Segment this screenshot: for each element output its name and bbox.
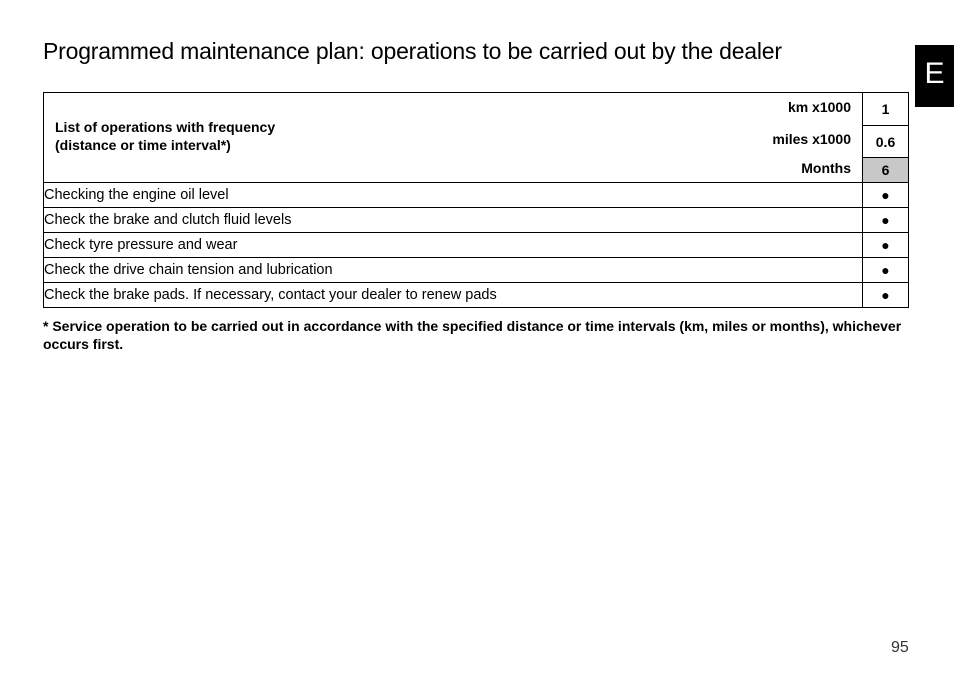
operation-mark: ● — [863, 208, 909, 233]
frequency-label — [55, 118, 275, 154]
frequency-label-line2: (distance or time interval*) — [55, 137, 231, 153]
table-header-row-km — [44, 93, 909, 126]
operation-cell: Check the drive chain tension and lubrication — [44, 258, 863, 283]
table-row — [44, 183, 909, 208]
table-row — [44, 233, 909, 258]
table-row — [44, 208, 909, 233]
language-tab: E — [915, 45, 954, 107]
maintenance-plan-table — [43, 92, 909, 308]
interval-value-miles: 0.6 — [863, 125, 909, 158]
operation-mark: ● — [863, 183, 909, 208]
page-title: Programmed maintenance plan: operations to be carried out by the dealer — [43, 38, 782, 64]
footnote: * Service operation to be carried out in accordance with the specified distance or time intervals (km, miles or months), whichever occurs first. — [43, 318, 902, 352]
operation-cell: Check tyre pressure and wear — [44, 233, 863, 258]
operation-mark: ● — [863, 233, 909, 258]
operation-cell: Checking the engine oil level — [44, 183, 863, 208]
table-row — [44, 258, 909, 283]
operation-mark: ● — [863, 283, 909, 308]
operation-mark: ● — [863, 258, 909, 283]
table-row — [44, 283, 909, 308]
frequency-label-line1: List of operations with frequency — [55, 119, 276, 135]
unit-label-km: km x1000 — [787, 99, 851, 115]
table-header-label-cell — [44, 93, 863, 183]
unit-label-miles: miles x1000 — [772, 131, 851, 147]
unit-label-months: Months — [801, 160, 851, 176]
interval-value-months: 6 — [863, 158, 909, 183]
operation-cell: Check the brake and clutch fluid levels — [44, 208, 863, 233]
interval-value-km: 1 — [863, 93, 909, 126]
operation-cell: Check the brake pads. If necessary, contact your dealer to renew pads — [44, 283, 863, 308]
page-number: 95 — [891, 639, 909, 656]
